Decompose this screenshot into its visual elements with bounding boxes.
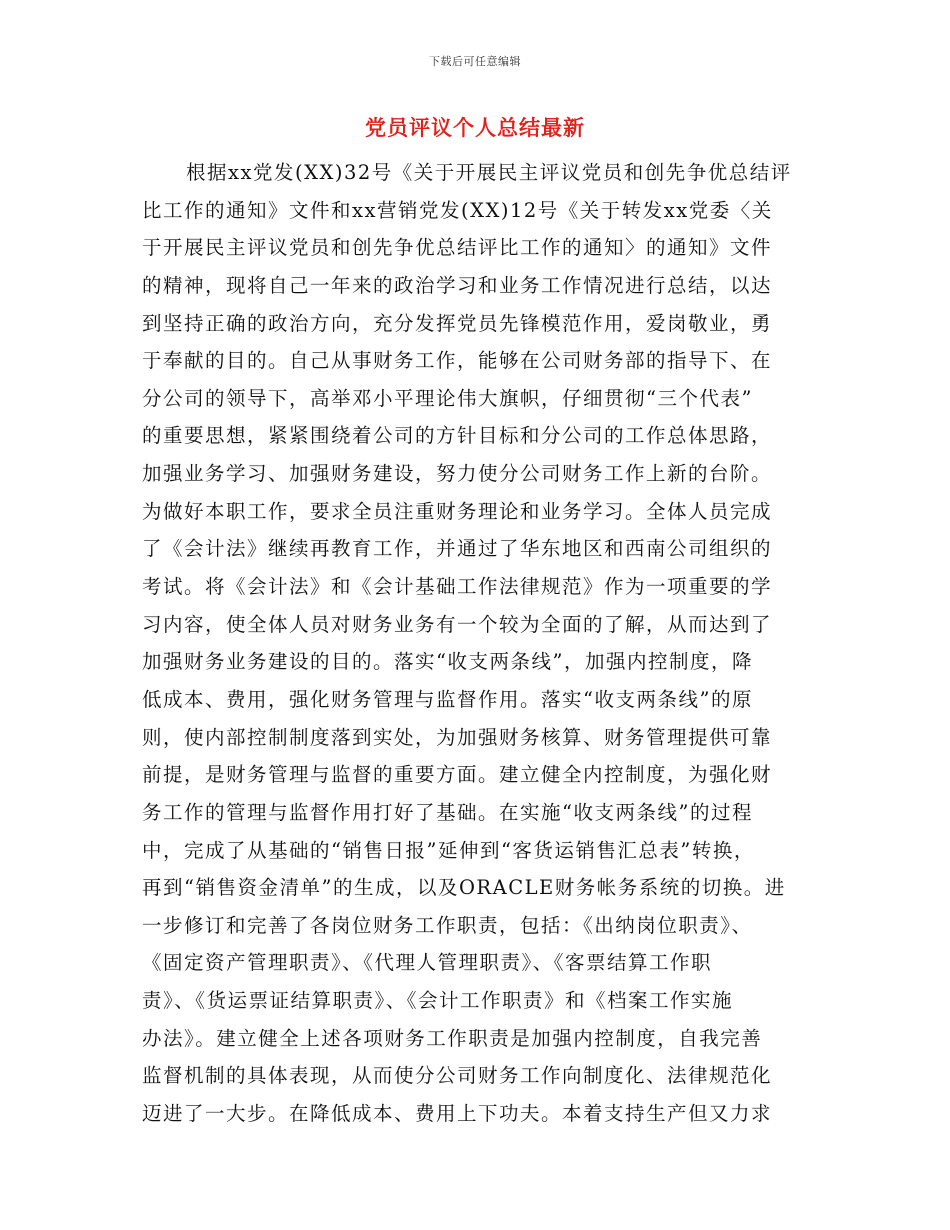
body-line: 比工作的通知》文件和xx营销党发(XX)12号《关于转发xx党委〈关 [142,198,773,222]
body-line: 低成本、费用，强化财务管理与监督作用。落实“收支两条线”的原 [142,687,753,711]
document-title: 党员评议个人总结最新 [365,115,585,140]
body-line: 一步修订和完善了各岗位财务工作职责，包括：《出纳岗位职责》、 [142,913,753,937]
body-line: 于奉献的目的。自己从事财务工作，能够在公司财务部的指导下、在 [142,349,773,373]
body-line: 办法》。建立健全上述各项财务工作职责是加强内控制度，自我完善 [142,1026,763,1050]
body-line: 习内容，使全体人员对财务业务有一个较为全面的了解，从而达到了 [142,612,773,636]
body-line: 务工作的管理与监督作用打好了基础。在实施“收支两条线”的过程 [142,800,753,824]
body-line: 的精神，现将自己一年来的政治学习和业务工作情况进行总结，以达 [142,273,773,297]
body-line: 为做好本职工作，要求全员注重财务理论和业务学习。全体人员完成 [142,499,773,523]
body-line: 中，完成了从基础的“销售日报”延伸到“客货运销售汇总表”转换， [142,838,755,862]
body-line: 加强业务学习、加强财务建设，努力使分公司财务工作上新的台阶。 [142,462,773,486]
body-line: 再到“销售资金清单”的生成，以及ORACLE财务帐务系统的切换。进 [142,876,786,900]
body-line: 加强财务业务建设的目的。落实“收支两条线”，加强内控制度，降 [142,650,753,674]
body-line: 前提，是财务管理与监督的重要方面。建立健全内控制度，为强化财 [142,763,773,787]
page-header-note: 下载后可任意编辑 [429,55,521,68]
body-line: 了《会计法》继续再教育工作，并通过了华东地区和西南公司组织的 [142,537,773,561]
body-line: 根据xx党发(XX)32号《关于开展民主评议党员和创先争优总结评 [186,161,792,184]
body-line: 的重要思想，紧紧围绕着公司的方针目标和分公司的工作总体思路， [142,424,773,448]
body-line: 到坚持正确的政治方向，充分发挥党员先锋模范作用，爱岗敬业，勇 [142,311,773,335]
body-line: 监督机制的具体表现，从而使分公司财务工作向制度化、法律规范化 [142,1064,773,1088]
document-body [142,154,812,1133]
body-line: 责》、《货运票证结算职责》、《会计工作职责》和《档案工作实施 [142,989,734,1013]
body-line: 分公司的领导下，高举邓小平理论伟大旗帜，仔细贯彻“三个代表” [142,386,753,410]
body-line: 《固定资产管理职责》、《代理人管理职责》、《客票结算工作职 [142,951,713,975]
body-line: 则，使内部控制制度落到实处，为加强财务核算、财务管理提供可靠 [142,725,773,749]
body-line: 考试。将《会计法》和《会计基础工作法律规范》作为一项重要的学 [142,575,773,599]
body-line: 迈进了一大步。在降低成本、费用上下功夫。本着支持生产但又力求 [142,1102,773,1126]
body-line: 于开展民主评议党员和创先争优总结评比工作的通知〉的通知》文件 [142,236,773,260]
